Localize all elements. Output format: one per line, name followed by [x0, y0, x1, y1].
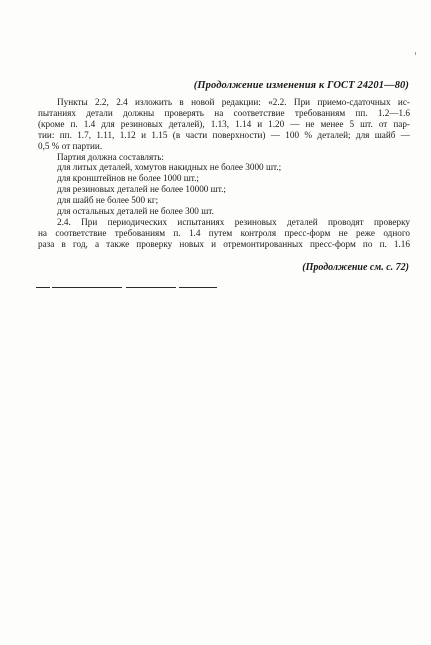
- text-line: Партия должна составлять:: [57, 151, 164, 162]
- text-line: Пункты 2.2, 2.4 изложить в новой редакции: «2.2. При приемо-сдаточных ис-: [57, 97, 410, 107]
- continuation-header: (Продолжение изменения к ГОСТ 24201—80): [193, 80, 409, 91]
- text-line: 2.4. При периодических испытаниях резиновых деталей проводят проверку: [57, 216, 410, 227]
- separator-rule: [36, 287, 50, 288]
- scan-speck: [415, 52, 416, 55]
- text-line: 0,5 % от партии.: [38, 140, 103, 151]
- text-line: тии: пп. 1.7, 1.11, 1.12 и 1.15 (в части поверхности) — 100 % деталей; для шайб —: [38, 129, 410, 140]
- text-line: раза в год, а также проверку новых и отремонтированных пресс-форм по п. 1.16: [38, 238, 410, 249]
- continuation-note: (Продолжение см. с. 72): [302, 262, 409, 273]
- text-line: (кроме п. 1.4 для резиновых деталей), 1.13, 1.14 и 1.20 — не менее 5 шт. от пар-: [38, 118, 410, 129]
- separator-rule: [179, 287, 217, 288]
- separator-rule: [126, 287, 176, 288]
- list-item: для кронштейнов не более 1000 шт.;: [57, 173, 199, 184]
- text-line: пытаниях детали должны проверять на соответствие требованиям пп. 1.2—1.6: [38, 107, 410, 118]
- list-item: для резиновых деталей не более 10000 шт.;: [57, 184, 226, 195]
- text-line: на соответствие требованиям п. 1.4 путем контроля пресс-форм не реже одного: [38, 227, 410, 238]
- list-item: для литых деталей, хомутов накидных не более 3000 шт.;: [57, 162, 282, 173]
- list-item: для остальных деталей не более 300 шт.: [57, 206, 214, 217]
- amendment-text: [38, 97, 410, 250]
- list-item: для шайб не более 500 кг;: [57, 195, 159, 206]
- separator-rule: [52, 287, 122, 288]
